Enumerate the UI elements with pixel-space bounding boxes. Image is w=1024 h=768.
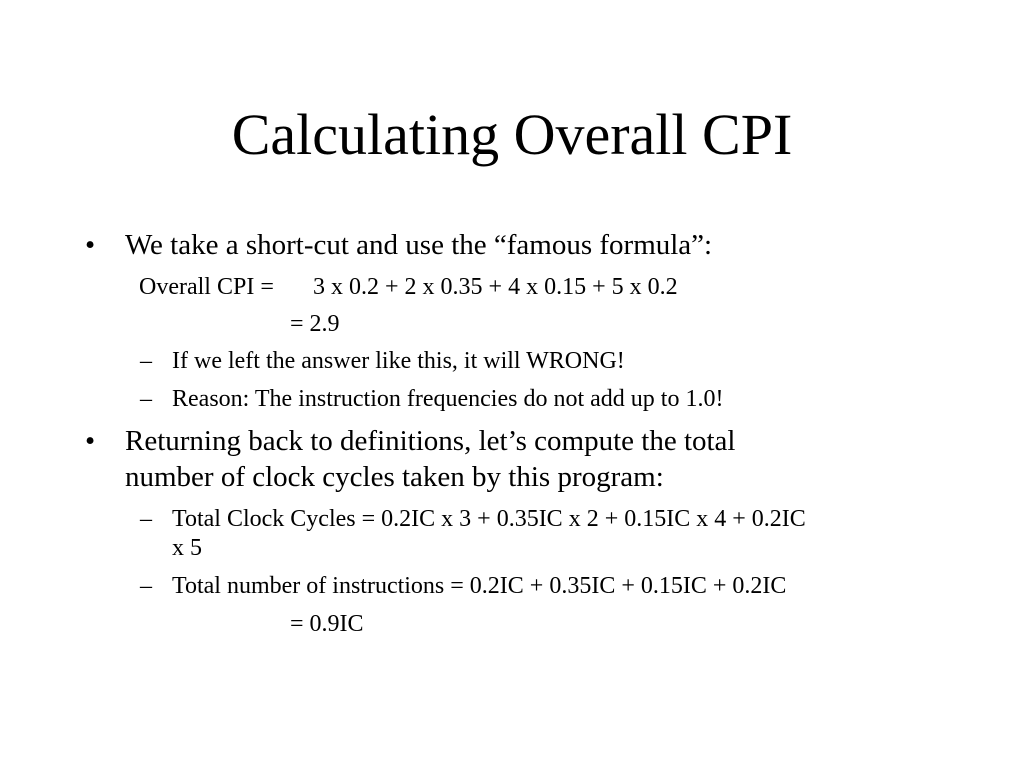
dash-marker: – <box>140 348 152 374</box>
formula-expression: 3 x 0.2 + 2 x 0.35 + 4 x 0.15 + 5 x 0.2 <box>313 274 678 300</box>
bullet-marker: • <box>85 425 96 457</box>
bullet-2-line-1: Returning back to definitions, let’s compute the total <box>125 425 736 457</box>
total-instructions-result: = 0.9IC <box>290 611 364 637</box>
dash-marker: – <box>140 573 152 599</box>
formula-label: Overall CPI = <box>139 274 274 300</box>
clock-cycles-line-2: x 5 <box>172 535 202 561</box>
dash-marker: – <box>140 506 152 532</box>
sub-item-wrong: If we left the answer like this, it will WRONG! <box>172 348 625 374</box>
total-instructions: Total number of instructions = 0.2IC + 0.35IC + 0.15IC + 0.2IC <box>172 573 787 599</box>
bullet-2-line-2: number of clock cycles taken by this program: <box>125 461 664 493</box>
dash-marker: – <box>140 386 152 412</box>
slide-title: Calculating Overall CPI <box>231 102 793 167</box>
bullet-marker: • <box>85 229 96 261</box>
bullet-1-text: We take a short-cut and use the “famous formula”: <box>125 229 713 261</box>
clock-cycles-line-1: Total Clock Cycles = 0.2IC x 3 + 0.35IC x 2 + 0.15IC x 4 + 0.2IC <box>172 506 806 532</box>
sub-item-reason: Reason: The instruction frequencies do not add up to 1.0! <box>172 386 724 412</box>
formula-result: = 2.9 <box>290 311 340 337</box>
